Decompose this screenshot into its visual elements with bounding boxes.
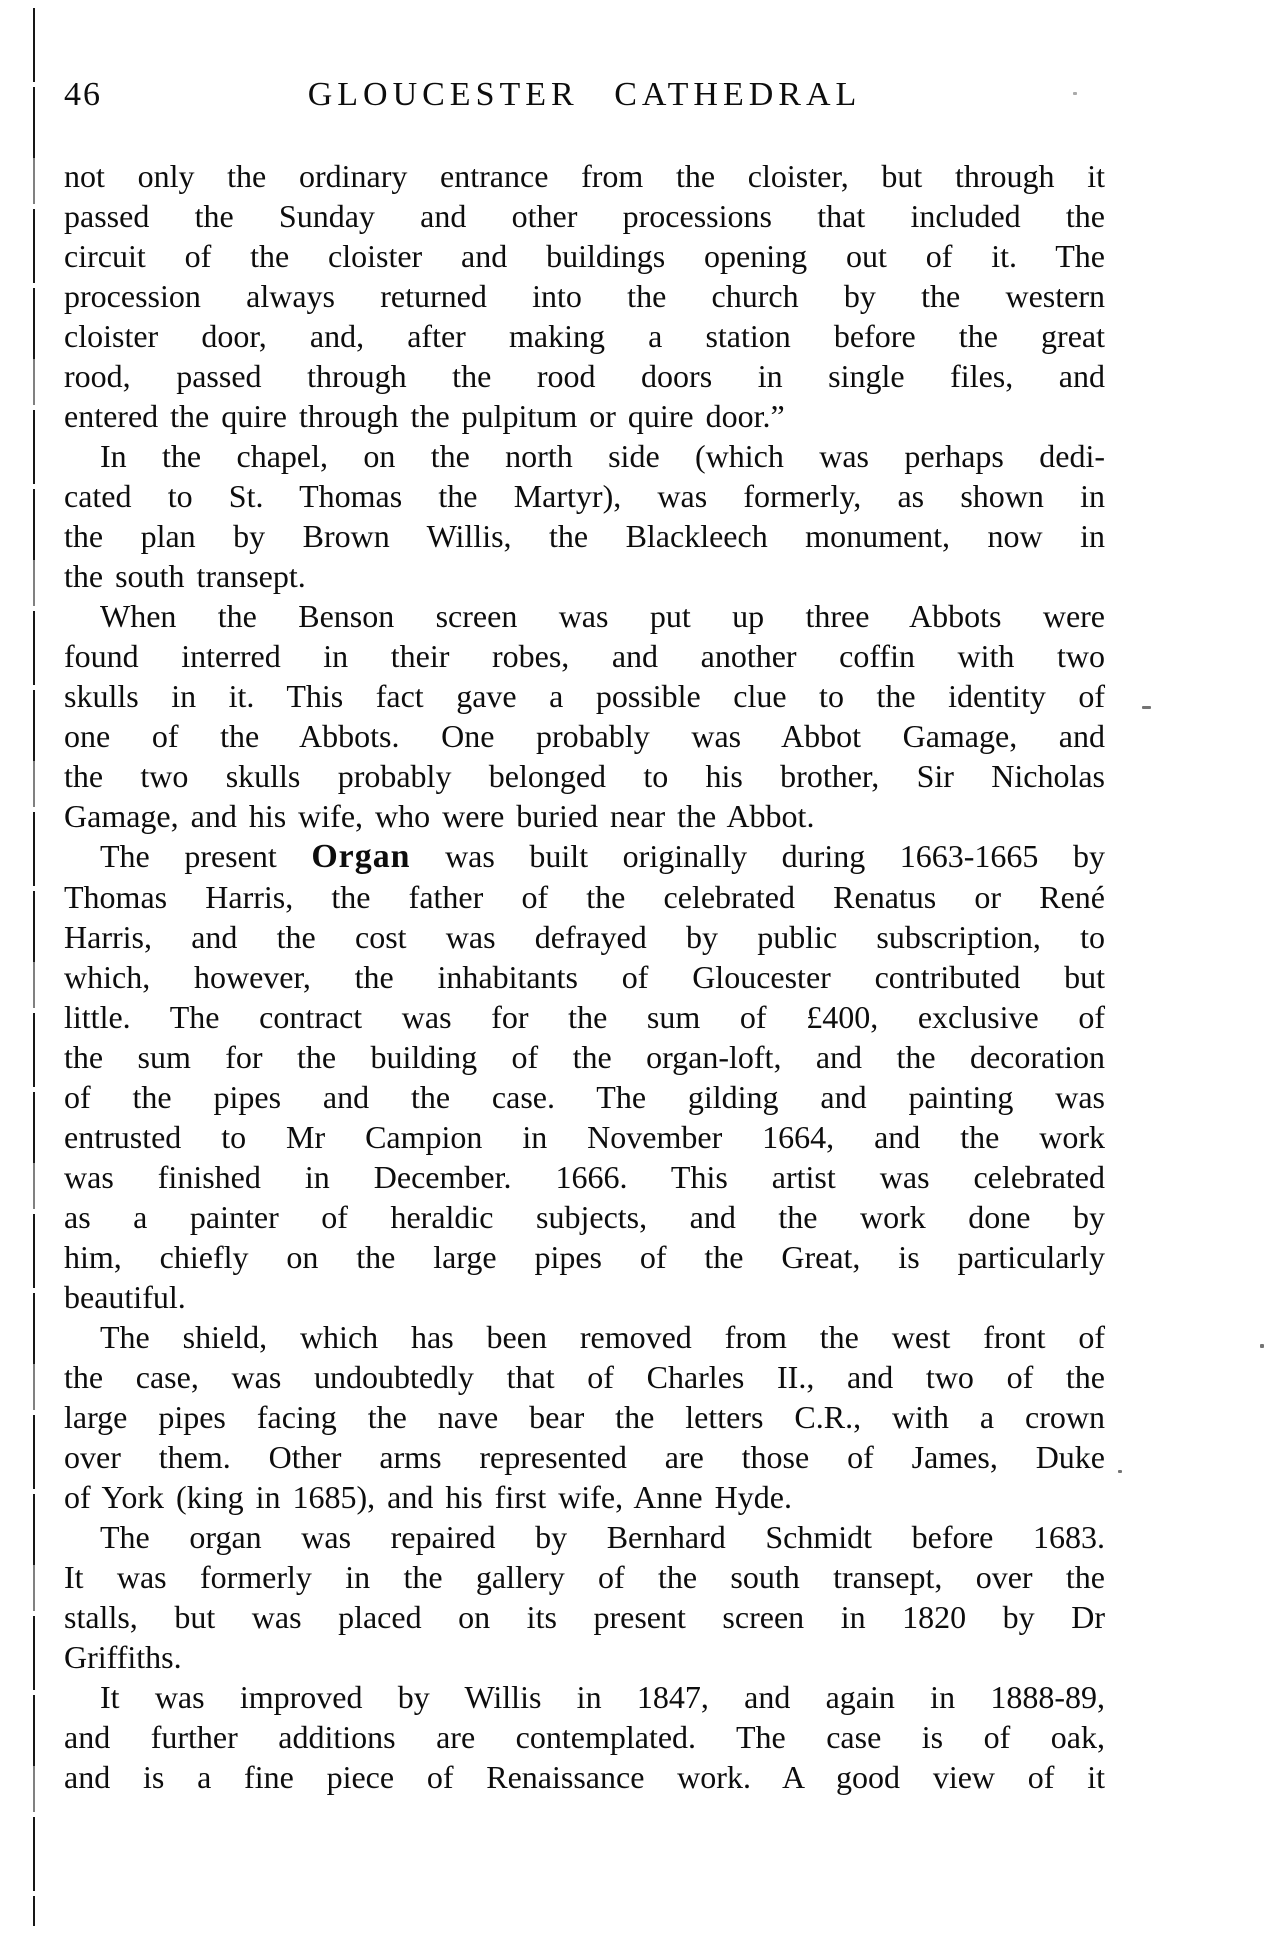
text-line: of York (king in 1685), and his first wife, Anne Hyde. <box>64 1479 792 1515</box>
text-line: as a painter of heraldic subjects, and the work done by <box>64 1199 1105 1235</box>
text-line: was finished in December. 1666. This artist was celebrated <box>64 1159 1105 1195</box>
text-line: cloister door, and, after making a station before the great <box>64 318 1105 354</box>
text-line: and is a fine piece of Renaissance work. A good view of it <box>64 1759 1105 1795</box>
paragraph <box>64 1677 1105 1797</box>
text-line: him, chiefly on the large pipes of the Great, is particularly <box>64 1239 1105 1275</box>
text-line: the plan by Brown Willis, the Blackleech monument, now in <box>64 518 1105 554</box>
text-line: beautiful. <box>64 1279 186 1315</box>
text-line: When the Benson screen was put up three Abbots were <box>100 598 1105 634</box>
text-line: Gamage, and his wife, who were buried near the Abbot. <box>64 798 815 834</box>
text-line: the south transept. <box>64 558 306 594</box>
text-line: skulls in it. This fact gave a possible clue to the identity of <box>64 678 1105 714</box>
paragraph <box>64 1517 1105 1677</box>
text-line: passed the Sunday and other processions that included the <box>64 198 1105 234</box>
page-header <box>64 76 1105 116</box>
text-line: little. The contract was for the sum of £400, exclusive of <box>64 999 1105 1035</box>
text-line: large pipes facing the nave bear the letters C.R., with a crown <box>64 1399 1105 1435</box>
text-line: It was formerly in the gallery of the south transept, over the <box>64 1559 1105 1595</box>
text-line: of the pipes and the case. The gilding and painting was <box>64 1079 1105 1115</box>
page-number: 46 <box>64 76 102 113</box>
text-line: not only the ordinary entrance from the cloister, but through it <box>64 158 1105 194</box>
text-line: entrusted to Mr Campion in November 1664, and the work <box>64 1119 1105 1155</box>
text-line: It was improved by Willis in 1847, and again in 1888-89, <box>100 1679 1105 1715</box>
text-line: the sum for the building of the organ-loft, and the decoration <box>64 1039 1105 1075</box>
paragraph <box>64 596 1105 836</box>
text-line: cated to St. Thomas the Martyr), was formerly, as shown in <box>64 478 1105 514</box>
text-line: In the chapel, on the north side (which was perhaps dedi- <box>100 438 1105 474</box>
scan-speck <box>1073 92 1077 95</box>
text-line: found interred in their robes, and another coffin with two <box>64 638 1105 674</box>
text-line: Harris, and the cost was defrayed by public subscription, to <box>64 919 1105 955</box>
text-line: procession always returned into the church by the western <box>64 278 1105 314</box>
text-line: stalls, but was placed on its present screen in 1820 by Dr <box>64 1599 1105 1635</box>
scan-speck <box>1260 1344 1264 1348</box>
organ-bold-text: Organ <box>311 838 411 875</box>
text-line: rood, passed through the rood doors in single files, and <box>64 358 1105 394</box>
text-line: and further additions are contemplated. The case is of oak, <box>64 1719 1105 1755</box>
text-line: over them. Other arms represented are those of James, Duke <box>64 1439 1105 1475</box>
text-line: the two skulls probably belonged to his brother, Sir Nicholas <box>64 758 1105 794</box>
text-body <box>64 156 1105 1797</box>
paragraph <box>64 156 1105 436</box>
text-line: which, however, the inhabitants of Gloucester contributed but <box>64 959 1105 995</box>
page-binding-edge-line <box>33 8 35 1926</box>
text-line: The organ was repaired by Bernhard Schmidt before 1683. <box>100 1519 1105 1555</box>
paragraph <box>64 836 1105 1317</box>
text-line: one of the Abbots. One probably was Abbot Gamage, and <box>64 718 1105 754</box>
running-title: GLOUCESTER CATHEDRAL <box>307 76 862 113</box>
scan-speck <box>1118 1470 1122 1473</box>
text-line: entered the quire through the pulpitum or quire door.” <box>64 398 785 434</box>
text-line: circuit of the cloister and buildings opening out of it. The <box>64 238 1105 274</box>
text-line: the case, was undoubtedly that of Charles II., and two of the <box>64 1359 1105 1395</box>
paragraph <box>64 1317 1105 1517</box>
paragraph <box>64 436 1105 596</box>
text-line: The present Organ was built originally during 1663-1665 by <box>100 838 1106 875</box>
text-line: Thomas Harris, the father of the celebrated Renatus or René <box>64 879 1105 915</box>
text-line: The shield, which has been removed from the west front of <box>100 1319 1105 1355</box>
text-line: Griffiths. <box>64 1639 182 1675</box>
scan-speck <box>1142 706 1151 709</box>
